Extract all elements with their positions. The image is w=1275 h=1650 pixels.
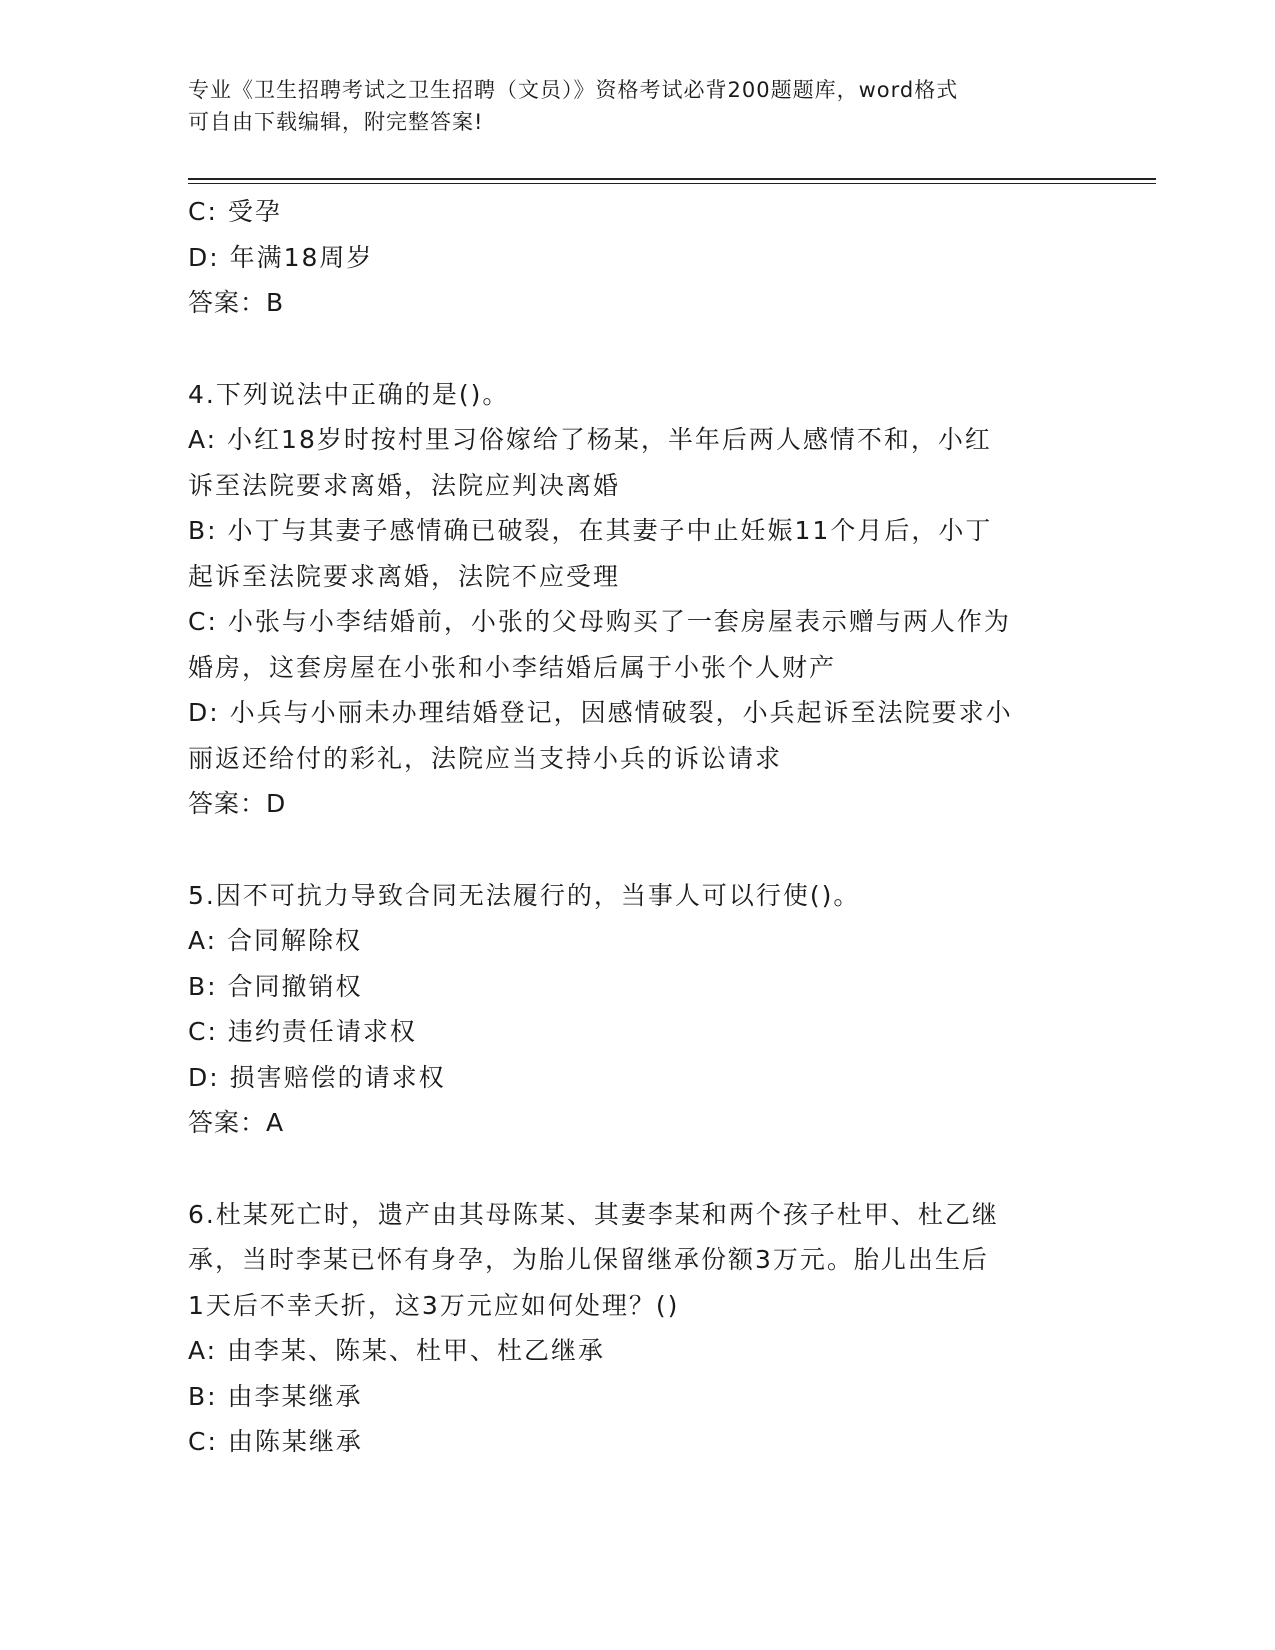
answer-label: 答案：D <box>188 789 287 818</box>
answer-label: 答案：A <box>188 1108 285 1137</box>
question-block-6 <box>188 1192 1088 1465</box>
spacer <box>188 326 1088 372</box>
header-title-line-1: 专业《卫生招聘考试之卫生招聘（文员）》资格考试必背200题题库，word格式 <box>188 78 959 102</box>
question-stem: 4.下列说法中正确的是()。 <box>188 379 510 409</box>
question-stem-continued: 承，当时李某已怀有身孕，为胎儿保留继承份额3万元。胎儿出生后 <box>188 1245 989 1274</box>
question-stem-continued: 1天后不幸夭折，这3万元应如何处理？() <box>188 1290 680 1320</box>
question-block-4 <box>188 372 1088 827</box>
document-header <box>188 74 1088 138</box>
option-a: A: 由李某、陈某、杜甲、杜乙继承 <box>188 1336 606 1365</box>
question-block-5 <box>188 873 1088 1146</box>
option-d-continued: 丽返还给付的彩礼，法院应当支持小兵的诉讼请求 <box>188 743 783 773</box>
question-block-3 <box>188 189 1088 326</box>
option-a-continued: 诉至法院要求离婚，法院应判决离婚 <box>188 470 621 500</box>
spacer <box>188 827 1088 873</box>
option-c-continued: 婚房，这套房屋在小张和小李结婚后属于小张个人财产 <box>188 652 837 682</box>
option-c: C: 由陈某继承 <box>188 1427 363 1456</box>
option-c: C: 违约责任请求权 <box>188 1017 417 1046</box>
option-d: D: 损害赔偿的请求权 <box>188 1062 446 1092</box>
option-b: B: 由李某继承 <box>188 1381 363 1411</box>
option-c: C: 小张与小李结婚前，小张的父母购买了一套房屋表示赠与两人作为 <box>188 607 1011 636</box>
option-d: D: 小兵与小丽未办理结婚登记，因感情破裂，小兵起诉至法院要求小 <box>188 698 1013 727</box>
spacer <box>188 1146 1088 1192</box>
header-divider-thick <box>188 178 1156 180</box>
option-b: B: 小丁与其妻子感情确已破裂，在其妻子中止妊娠11个月后，小丁 <box>188 516 993 545</box>
option-d: D: 年满18周岁 <box>188 242 374 272</box>
answer-label: 答案：B <box>188 288 285 317</box>
option-c: C: 受孕 <box>188 197 282 226</box>
question-stem: 5.因不可抗力导致合同无法履行的，当事人可以行使()。 <box>188 880 861 910</box>
question-list <box>188 189 1088 1465</box>
option-b-continued: 起诉至法院要求离婚，法院不应受理 <box>188 561 621 591</box>
header-divider-thin <box>188 183 1156 184</box>
question-stem: 6.杜某死亡时，遗产由其母陈某、其妻李某和两个孩子杜甲、杜乙继 <box>188 1199 999 1229</box>
option-b: B: 合同撤销权 <box>188 971 363 1001</box>
header-title-line-2: 可自由下载编辑，附完整答案! <box>188 110 484 134</box>
option-a: A: 合同解除权 <box>188 926 363 955</box>
option-a: A: 小红18岁时按村里习俗嫁给了杨某，半年后两人感情不和，小红 <box>188 425 992 454</box>
